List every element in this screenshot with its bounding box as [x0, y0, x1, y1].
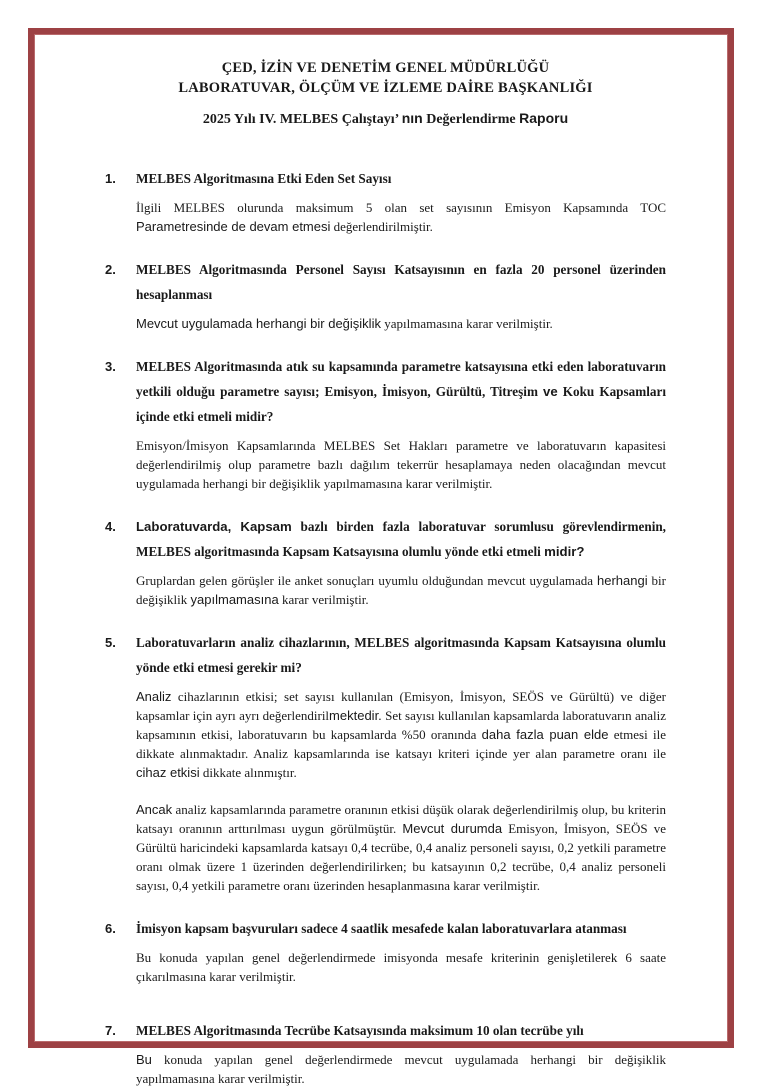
- item-content: [136, 514, 666, 609]
- list-item: [105, 630, 666, 895]
- text-run: MELBES Algoritmasında atık su kapsamında parametre katsayısına etki eden laboratuvarın yetkili olduğu parametre sayısı; Emisyon, İmisyon, Gürültü, Titreşim: [136, 359, 666, 399]
- text-run: İmisyon kapsam başvuruları sadece 4 saatlik mesafede kalan laboratuvarlara atanması: [136, 921, 627, 936]
- text-run: Bu: [136, 1052, 152, 1067]
- text-run: Analiz: [136, 689, 172, 704]
- text-run: Mevcut uygulamada herhangi bir değişiklik: [136, 316, 381, 331]
- item-number: 6.: [105, 921, 116, 936]
- item-heading: [136, 916, 666, 941]
- item-paragraph: [136, 948, 666, 986]
- text-run: İlgili MELBES olurunda maksimum 5 olan set sayısının Emisyon Kapsamında TOC: [136, 200, 666, 215]
- text-run: bazlı birden fazla laboratuvar sorumlusu görevlendirmenin, MELBES algoritmasında Kapsam Katsayısına olumlu yönde etki etmeli: [136, 519, 666, 559]
- text-run: yapılmamasına: [190, 592, 279, 607]
- text-run: konuda yapılan genel değerlendirmede mevcut uygulamada herhangi bir değişiklik yapılmamasına karar verilmiştir.: [136, 1052, 666, 1086]
- item-heading: [136, 630, 666, 680]
- item-content: [136, 1018, 666, 1088]
- item-number: 1.: [105, 171, 116, 186]
- text-run: MELBES Algoritmasında Personel Sayısı Katsayısının en fazla 20 personel üzerinden hesaplanması: [136, 262, 666, 302]
- text-run: Raporu: [519, 110, 569, 126]
- text-run: daha fazla puan elde: [481, 727, 609, 742]
- item-heading: [136, 354, 666, 429]
- text-run: Koku Kapsamları içinde etki etmeli midir?: [136, 384, 666, 424]
- org-title-line2: LABORATUVAR, ÖLÇÜM VE İZLEME DAİRE BAŞKANLIĞI: [178, 80, 593, 96]
- list-item: [105, 166, 666, 236]
- text-run: Emisyon, İmisyon, SEÖS ve Gürültü haricindeki kapsamlarda katsayı 0,4 tecrübe, 0,4 analiz personeli sayısı, 0,2 yetkili parametre oranı olmak üzere 1 üzerinden değerlendirilirken; bu katsayının 0,2 tecrübe, 0,4 analiz personeli sayısı, 0,4 yetkili parametre oranı üzerinden hesaplanmasına karar verilmiştir.: [136, 821, 666, 893]
- item-content: [136, 916, 666, 986]
- text-run: Parametresinde de devam etmesi: [136, 219, 331, 234]
- text-run: Emisyon/İmisyon Kapsamlarında MELBES Set Hakları parametre ve laboratuvarın kapasitesi değerlendirilmiş olup parametre bazlı dağılım tekerrür hesaplamaya neden olacağından mevcut uygulamada herhangi bir değişiklik yapılmamasına karar verilmiştir.: [136, 438, 666, 491]
- item-paragraph: [136, 1050, 666, 1088]
- text-run: Bu konuda yapılan genel değerlendirmede imisyonda mesafe kriterinin genişletilerek 6 saate çıkarılmasına karar verilmiştir.: [136, 950, 666, 984]
- item-number: 5.: [105, 635, 116, 650]
- text-run: ve: [543, 384, 558, 399]
- text-run: Set sayısı kullanılan kapsamlarda laboratuvarın analiz kapsamının etkisi, laboratuvarın bu kapsamlarda %50 oranında: [136, 708, 666, 742]
- text-run: cihazlarının etkisi; set sayısı kullanılan (Emisyon, İmisyon, SEÖS ve Gürültü) ve diğer kapsamlar için ayrı ayrı değerlendiril: [136, 689, 666, 723]
- page-content: [34, 34, 728, 1086]
- list-item: [105, 916, 666, 986]
- text-run: Laboratuvarda, Kapsam: [136, 519, 292, 534]
- text-run: Mevcut durumda: [402, 821, 503, 836]
- text-run: MELBES Algoritmasına Etki Eden Set Sayısı: [136, 171, 392, 186]
- text-run: karar verilmiştir.: [278, 592, 369, 607]
- text-run: dikkate alınmıştır.: [199, 765, 297, 780]
- item-heading: [136, 166, 666, 191]
- report-title: [105, 108, 666, 130]
- text-run: herhangi: [597, 573, 648, 588]
- org-title-line1: ÇED, İZİN VE DENETİM GENEL MÜDÜRLÜĞÜ: [221, 60, 550, 76]
- text-run: nın: [401, 110, 423, 126]
- list-item: [105, 354, 666, 493]
- numbered-items-list: [105, 166, 666, 1088]
- text-run: değerlendirilmiştir.: [330, 219, 433, 234]
- item-number: 4.: [105, 519, 116, 534]
- text-run: Gruplardan gelen görüşler ile anket sonuçları uyumlu olduğundan mevcut uygulamada: [136, 573, 597, 588]
- item-number: 7.: [105, 1023, 116, 1038]
- text-run: yapılmamasına karar verilmiştir.: [380, 316, 553, 331]
- text-run: mektedir.: [329, 708, 382, 723]
- item-content: [136, 166, 666, 236]
- text-run: Laboratuvarların analiz cihazlarının, MELBES algoritmasında Kapsam Katsayısına olumlu yönde etki etmesi gerekir mi?: [136, 635, 666, 675]
- text-run: cihaz etkisi: [136, 765, 200, 780]
- item-content: [136, 354, 666, 493]
- item-paragraph: [136, 198, 666, 236]
- text-run: 2025 Yılı IV. MELBES Çalıştayı’: [202, 112, 402, 127]
- list-item: [105, 514, 666, 609]
- text-run: midir?: [544, 544, 585, 559]
- item-content: [136, 257, 666, 333]
- page-border: [28, 28, 734, 1086]
- item-content: [136, 630, 666, 895]
- item-number: 2.: [105, 262, 116, 277]
- text-run: Ancak: [136, 802, 173, 817]
- text-run: analiz kapsamlarında parametre oranının etkisi düşük olarak değerlendirilmiş olup, bu kriterin katsayı oranının arttırılması uygun görülmüştür.: [136, 802, 666, 836]
- text-run: Değerlendirme: [422, 112, 520, 127]
- item-paragraph: [136, 571, 666, 609]
- list-item: [105, 257, 666, 333]
- list-item: [105, 1018, 666, 1088]
- item-paragraph: [136, 687, 666, 782]
- item-number: 3.: [105, 359, 116, 374]
- item-heading: [136, 257, 666, 307]
- item-heading: [136, 514, 666, 564]
- text-run: etmesi ile dikkate alınmaktadır. Analiz kapsamlarında ise katsayı kriteri içinde yer alan parametre oranı ile: [136, 727, 667, 761]
- item-paragraph: [136, 314, 666, 333]
- item-heading: [136, 1018, 666, 1043]
- text-run: bir değişiklik: [136, 573, 666, 607]
- text-run: MELBES Algoritmasında Tecrübe Katsayısında maksimum 10 olan tecrübe yılı: [136, 1023, 584, 1038]
- item-paragraph: [136, 800, 666, 895]
- item-paragraph: [136, 436, 666, 493]
